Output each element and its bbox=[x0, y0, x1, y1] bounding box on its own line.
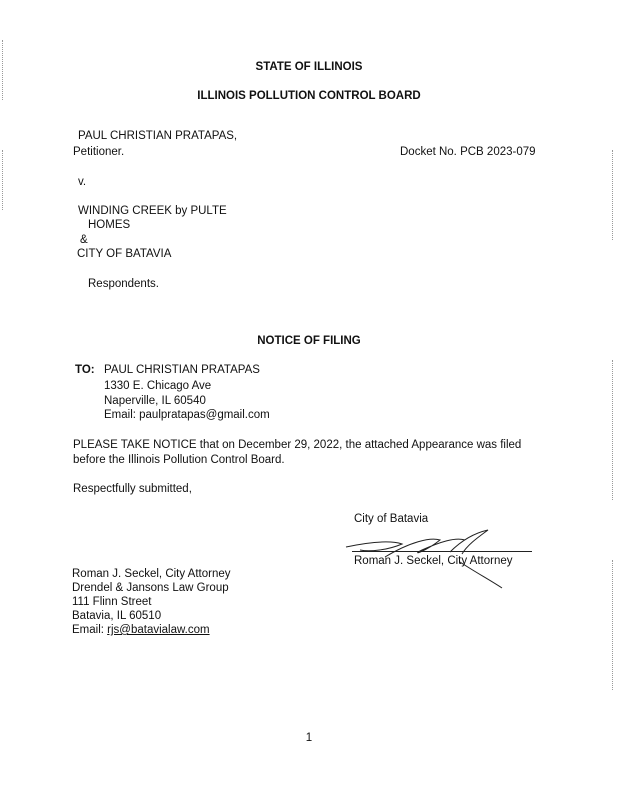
signature-entity: City of Batavia bbox=[354, 513, 429, 525]
closing: Respectfully submitted, bbox=[73, 483, 192, 495]
addressee-name: PAUL CHRISTIAN PRATAPAS bbox=[104, 364, 260, 376]
petitioner-role: Petitioner. bbox=[73, 146, 125, 158]
notice-body-line-1: PLEASE TAKE NOTICE that on December 29, 2022, the attached Appearance was filed bbox=[73, 439, 522, 451]
attorney-email-label: Email: bbox=[72, 624, 108, 636]
scan-artifact-right-3 bbox=[612, 560, 615, 690]
attorney-firm: Drendel & Jansons Law Group bbox=[72, 582, 229, 594]
docket-number: Docket No. PCB 2023-079 bbox=[400, 146, 536, 158]
notice-body-line-2: before the Illinois Pollution Control Board. bbox=[73, 454, 285, 466]
petitioner-name: PAUL CHRISTIAN PRATAPAS, bbox=[78, 130, 238, 142]
document-title-state: STATE OF ILLINOIS bbox=[255, 61, 363, 73]
addressee-address-1: 1330 E. Chicago Ave bbox=[104, 380, 212, 392]
attorney-email-row bbox=[72, 624, 210, 636]
scan-artifact-right-2 bbox=[612, 360, 615, 500]
respondent-ampersand: & bbox=[80, 234, 88, 246]
versus: v. bbox=[78, 176, 87, 188]
page-number: 1 bbox=[305, 732, 313, 744]
addressee-address-2: Naperville, IL 60540 bbox=[104, 395, 206, 407]
attorney-name: Roman J. Seckel, City Attorney bbox=[72, 568, 231, 580]
notice-title: NOTICE OF FILING bbox=[257, 335, 361, 347]
scan-artifact-left-2 bbox=[2, 150, 5, 210]
signature-line bbox=[352, 551, 532, 552]
scan-artifact-right-1 bbox=[612, 150, 615, 240]
attorney-street: 111 Flinn Street bbox=[72, 596, 152, 608]
scan-artifact-left-1 bbox=[2, 40, 5, 100]
addressee-email: Email: paulpratapas@gmail.com bbox=[104, 409, 270, 421]
to-label: TO: bbox=[75, 364, 95, 376]
signer-name: Roman J. Seckel, City Attorney bbox=[354, 555, 513, 567]
document-title-board: ILLINOIS POLLUTION CONTROL BOARD bbox=[197, 90, 421, 102]
respondent-line-2: HOMES bbox=[88, 219, 131, 231]
respondents-role: Respondents. bbox=[88, 278, 159, 290]
respondent-line-3: CITY OF BATAVIA bbox=[77, 248, 172, 260]
attorney-email-link[interactable]: rjs@batavialaw.com bbox=[107, 624, 210, 636]
respondent-line-1: WINDING CREEK by PULTE bbox=[78, 205, 227, 217]
attorney-city: Batavia, IL 60510 bbox=[72, 610, 162, 622]
